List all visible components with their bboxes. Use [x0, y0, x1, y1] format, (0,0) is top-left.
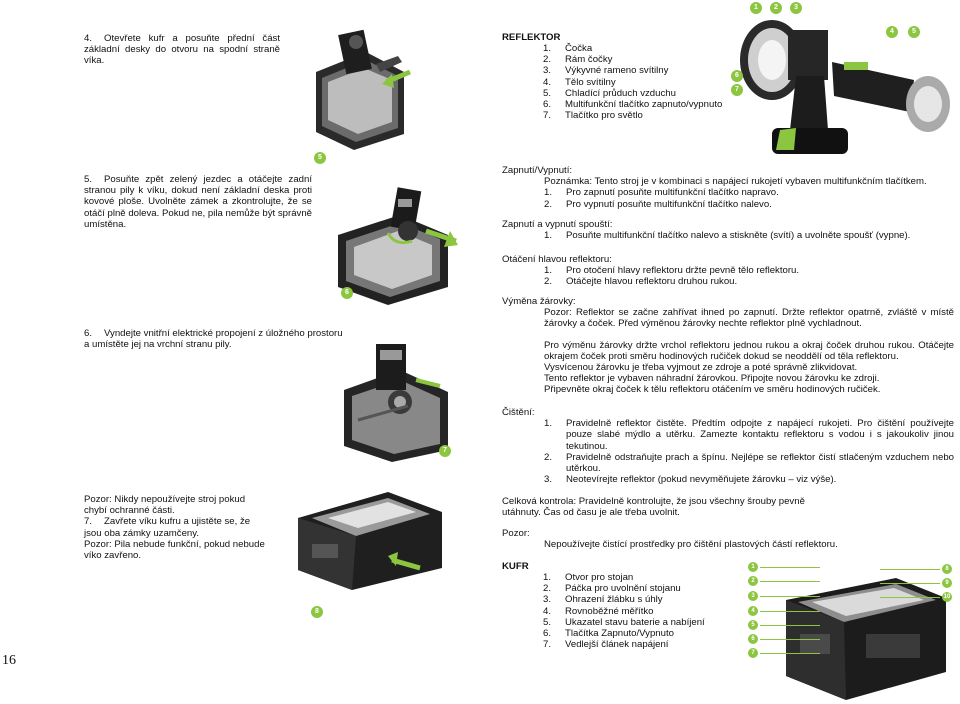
list-item-number: 2.	[544, 198, 553, 210]
rotate-heading: Otáčení hlavou reflektoru:	[502, 254, 612, 265]
list-item-text: Tělo svítilny	[565, 76, 616, 88]
clean-heading: Čištění:	[502, 407, 535, 418]
list-item	[543, 639, 733, 650]
list-item-number: 3.	[543, 65, 552, 77]
list-item	[543, 54, 723, 65]
figure-7-badge: 7	[439, 445, 451, 457]
list-item	[543, 583, 733, 594]
list-item-text: Otvor pro stojan	[565, 572, 634, 583]
step-4-number: 4.	[84, 33, 93, 44]
list-item-text: Ukazatel stavu baterie a nabíjení	[565, 616, 705, 628]
list-item-text: Posuňte multifunkční tlačítko nalevo a stiskněte (svítí) a uvolněte spoušť (vypne).	[566, 230, 911, 242]
list-item	[543, 594, 733, 605]
kufr-leader-line	[760, 653, 820, 654]
step-7-number: 7.	[84, 516, 93, 528]
list-item-text: Rovnoběžné měřítko	[565, 605, 654, 617]
kufr-callout-badge: 3	[748, 591, 758, 601]
list-item-text: Ohrazení žlábku s úhly	[565, 594, 663, 606]
list-item-text: Multifunkční tlačítko zapnuto/vypnuto	[565, 99, 723, 111]
kufr-leader-line	[760, 596, 820, 597]
kufr-callout-badge: 6	[748, 634, 758, 644]
kufr-callout-badge: 2	[748, 576, 758, 586]
reflector-callout-badge: 1	[750, 2, 762, 14]
list-item-number: 2.	[544, 451, 553, 463]
list-item-number: 4.	[543, 605, 552, 617]
step-6-number: 6.	[84, 328, 93, 339]
list-item	[544, 276, 952, 287]
list-item	[544, 474, 954, 485]
figure-step-5	[330, 175, 460, 305]
kufr-leader-line	[880, 583, 940, 584]
list-item-number: 3.	[543, 594, 552, 606]
kufr-callout-badge: 8	[942, 564, 952, 574]
reflector-callout-badge: 4	[886, 26, 898, 38]
kufr-callout-badge: 4	[748, 606, 758, 616]
list-item-number: 2.	[544, 276, 553, 288]
list-item-text: Pro zapnutí posuňte multifunkční tlačítko napravo.	[566, 187, 779, 199]
step-5-number: 5.	[84, 174, 93, 185]
list-item-number: 5.	[543, 616, 552, 628]
kufr-leader-line	[760, 581, 820, 582]
list-item	[543, 617, 733, 628]
list-item	[544, 418, 954, 452]
list-item-number: 5.	[543, 87, 552, 99]
onoff-section	[502, 165, 952, 210]
onoff-list	[502, 187, 952, 209]
clean-section	[502, 407, 954, 485]
list-item-number: 4.	[543, 76, 552, 88]
list-item-number: 6.	[543, 628, 552, 640]
onoff-note: Poznámka: Tento stroj je v kombinaci s napájecí rukojetí vybaven multifunkčním tlačítkem.	[544, 176, 927, 188]
list-item-text: Výkyvné rameno svítilny	[565, 65, 669, 77]
kufr-leader-line	[760, 625, 820, 626]
step-4-text: Otevřete kufr a posuňte přední část základní desky do otvoru na spodní straně víka.	[84, 33, 280, 67]
figure-step-6	[338, 340, 452, 462]
kufr-leader-line	[880, 597, 940, 598]
list-item-number: 1.	[544, 265, 553, 277]
list-item-number: 1.	[544, 418, 553, 430]
list-item-text: Pravidelně reflektor čistěte. Předtím odpojte z napájecí rukojeti. Pro čištění používejte pouze slabé mýdlo a utěrku. Zamezte kontaktu reflektoru s vodou i s jakoukoliv jinou tekutinou.	[566, 418, 954, 452]
kufr-parts-list	[543, 572, 733, 650]
list-item-text: Tlačítka Zapnuto/Vypnuto	[565, 628, 674, 640]
list-item-number: 1.	[543, 572, 552, 583]
reflector-callout-badge: 5	[908, 26, 920, 38]
list-item-number: 1.	[544, 187, 553, 199]
list-item-number: 1.	[544, 230, 553, 242]
figure-5-badge: 5	[314, 152, 326, 164]
rotate-list	[502, 265, 952, 287]
warning-protective-parts: Pozor: Nikdy nepoužívejte stroj pokud chybí ochranné části.	[84, 494, 246, 517]
reflector-callout-badge: 6	[731, 70, 743, 82]
warning-text: Nepoužívejte čistící prostředky pro čištění plastových částí reflektoru.	[544, 539, 838, 550]
list-item-text: Chladící průduch vzduchu	[565, 87, 676, 99]
list-item	[543, 628, 733, 639]
trigger-heading: Zapnutí a vypnutí spouští:	[502, 219, 613, 230]
kufr-callout-badge: 9	[942, 578, 952, 588]
figure-step-4	[306, 22, 414, 150]
step-4	[84, 33, 280, 67]
reflektor-title: REFLEKTOR	[502, 32, 561, 43]
kufr-leader-line	[760, 611, 820, 612]
reflector-callout-badge: 3	[790, 2, 802, 14]
list-item-number: 2.	[543, 583, 552, 595]
step-7-text: Zavřete víku kufru a ujistěte se, že jsou oba zámky uzamčeny.	[84, 516, 251, 539]
bulb-section	[502, 296, 954, 396]
kufr-callout-badge: 5	[748, 620, 758, 630]
warning-label: Pozor:	[502, 528, 530, 539]
bulb-attach: Připevněte okraj čoček k tělu reflektoru otáčením ve směru hodinových ručiček.	[544, 384, 881, 396]
list-item-text: Neotevírejte reflektor (pokud nevyměňujete žárovku – viz výše).	[566, 474, 837, 486]
list-item-number: 6.	[543, 99, 552, 111]
figure-6-badge: 6	[341, 287, 353, 299]
bulb-spare: Tento reflektor je vybaven náhradní žárovkou. Připojte novou žárovku ke zdroji.	[544, 373, 880, 385]
kufr-leader-line	[760, 567, 820, 568]
kufr-callout-badge: 1	[748, 562, 758, 572]
reflektor-parts-list	[543, 43, 723, 121]
list-item	[543, 572, 733, 583]
list-item	[543, 99, 723, 110]
control-text: Celková kontrola: Pravidelně kontrolujte, že jsou všechny šrouby pevně utáhnuty. Čas od času je ale třeba uvolnit.	[502, 496, 805, 519]
bulb-heading: Výměna žárovky:	[502, 296, 576, 307]
kufr-callout-badge: 7	[748, 648, 758, 658]
list-item-text: Vedlejší článek napájení	[565, 639, 669, 651]
kufr-title: KUFR	[502, 561, 529, 572]
list-item-text: Pravidelně odstraňujte prach a špínu. Nejlépe se reflektor čistí stlačeným vzduchem nebo utěrkou.	[566, 451, 954, 475]
bulb-warning: Pozor: Reflektor se začne zahřívat ihned po zapnutí. Držte reflektor opatrně, zvláště v místě žárovky a čoček. Před výměnou žárovky nechte reflektor plně vychladnout.	[544, 307, 954, 330]
figure-8-badge: 8	[311, 606, 323, 618]
clean-list	[502, 418, 954, 485]
list-item	[543, 110, 723, 121]
list-item	[543, 65, 723, 76]
step-5	[84, 174, 312, 230]
warning-lid-closed: Pozor: Pila nebude funkční, pokud nebude víko zavřeno.	[84, 538, 265, 562]
step-5-text: Posuňte zpět zelený jezdec a otáčejte zadní stranou pily k víku, dokud není základní deska proti kovové ploše. Uvolněte zámek a zkontrolujte, že se otáčí plně doleva. Pokud ne, pila nemůže být správně umístěna.	[84, 174, 312, 230]
kufr-leader-line	[760, 639, 820, 640]
step-6-text: Vyndejte vnitřní elektrické propojení z úložného prostoru a umístěte jej na vrchní stranu pily.	[84, 328, 343, 351]
kufr-leader-line	[880, 569, 940, 570]
figure-step-7	[292, 486, 446, 590]
list-item-number: 2.	[543, 54, 552, 66]
rotate-section	[502, 254, 952, 288]
list-item	[544, 187, 952, 198]
list-item-text: Čočka	[565, 43, 593, 54]
trigger-section	[502, 219, 952, 241]
list-item-number: 7.	[543, 639, 552, 651]
bulb-dispose: Vysvícenou žárovku je třeba vyjmout ze zdroje a poté správně zlikvidovat.	[544, 362, 858, 374]
list-item	[543, 88, 723, 99]
figure-reflector	[724, 0, 960, 160]
list-item-number: 7.	[543, 110, 552, 122]
list-item	[543, 43, 723, 54]
onoff-heading: Zapnutí/Vypnutí:	[502, 165, 573, 176]
list-item	[544, 265, 952, 276]
page-number: 16	[2, 653, 16, 668]
reflector-callout-badge: 2	[770, 2, 782, 14]
list-item	[544, 230, 952, 241]
list-item-text: Páčka pro uvolnění stojanu	[565, 583, 681, 595]
left-warnings	[84, 494, 270, 561]
kufr-callout-badge: 10	[943, 594, 951, 600]
list-item-text: Tlačítko pro světlo	[565, 110, 643, 122]
list-item-number: 3.	[544, 474, 553, 486]
list-item-text: Pro otočení hlavy reflektoru držte pevně tělo reflektoru.	[566, 265, 800, 277]
list-item-number: 1.	[543, 43, 552, 54]
list-item	[543, 606, 733, 617]
reflector-callout-badge: 7	[731, 84, 743, 96]
step-7	[84, 516, 270, 538]
list-item-text: Rám čočky	[565, 54, 613, 66]
list-item-text: Otáčejte hlavou reflektoru druhou rukou.	[566, 276, 738, 288]
list-item	[544, 452, 954, 474]
list-item	[544, 199, 952, 210]
list-item-text: Pro vypnutí posuňte multifunkční tlačítko nalevo.	[566, 198, 772, 210]
trigger-list	[502, 230, 952, 241]
list-item	[543, 77, 723, 88]
step-6	[84, 328, 344, 350]
bulb-replace: Pro výměnu žárovky držte vrchol reflektoru jednou rukou a okraj čoček druhou rukou. Otáčejte okrajem čoček proti směru hodinových ručiček dokud se neoddělí od těla reflektoru.	[544, 339, 954, 362]
